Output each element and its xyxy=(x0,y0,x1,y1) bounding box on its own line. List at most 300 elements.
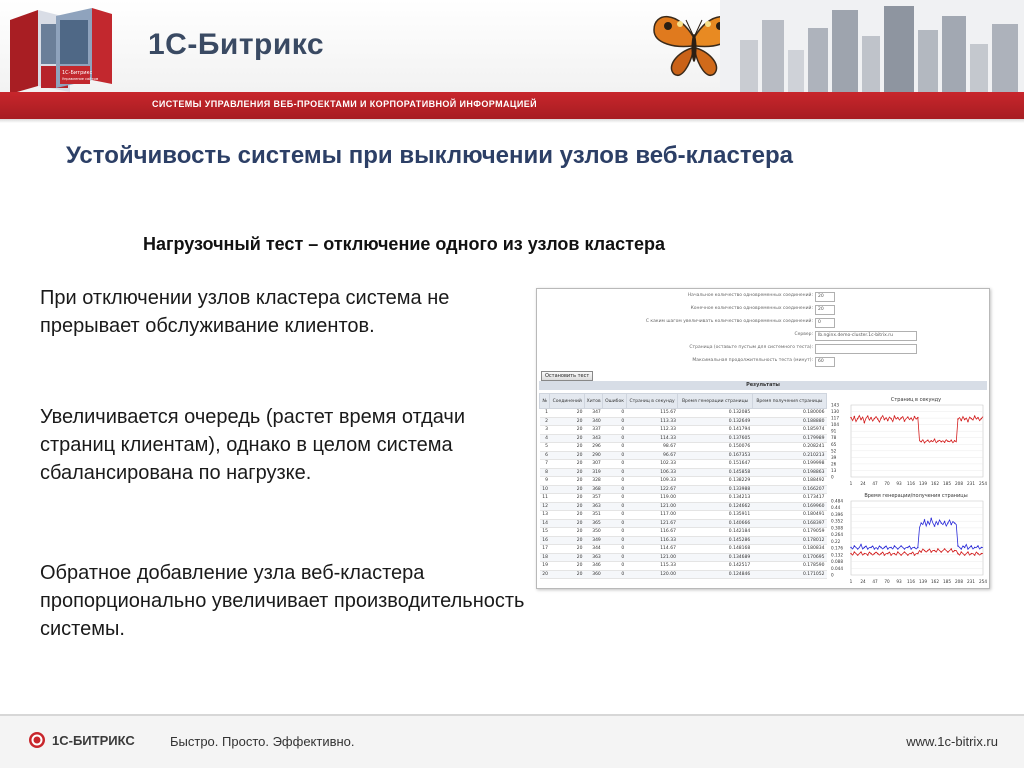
duration-input[interactable]: 60 xyxy=(815,357,835,367)
data-point xyxy=(981,418,982,419)
table-cell: 0.179989 xyxy=(752,434,826,443)
y-tick-label: 0.44 xyxy=(831,505,841,511)
table-cell: 7 xyxy=(540,460,550,469)
plot-area xyxy=(851,405,983,477)
form-label: Сервер: xyxy=(794,332,813,337)
data-point xyxy=(854,416,855,417)
table-cell: 360 xyxy=(585,570,603,579)
table-cell: 20 xyxy=(550,409,585,418)
table-cell: 117.00 xyxy=(626,511,678,520)
x-tick-label: 162 xyxy=(931,579,939,584)
table-cell: 20 xyxy=(550,536,585,545)
x-tick-label: 116 xyxy=(907,579,915,584)
table-cell: 10 xyxy=(540,485,550,494)
table-header-cell: Страниц в секунду xyxy=(626,394,678,409)
data-point xyxy=(880,417,881,418)
table-row xyxy=(540,485,827,494)
y-tick-label: 0.176 xyxy=(831,545,843,551)
table-cell: 0.166207 xyxy=(752,485,826,494)
form-row-duration xyxy=(537,357,989,368)
data-point xyxy=(924,442,925,443)
data-point xyxy=(934,525,935,526)
table-cell: 2 xyxy=(540,417,550,426)
data-point xyxy=(934,439,935,440)
step-input[interactable]: 0 xyxy=(815,318,835,328)
data-point xyxy=(890,418,891,419)
data-point xyxy=(964,554,965,555)
form-row-page xyxy=(537,344,989,355)
table-cell: 20 xyxy=(550,434,585,443)
y-tick-label: 65 xyxy=(831,441,837,447)
data-point xyxy=(941,522,942,523)
table-cell: 0 xyxy=(603,477,626,486)
x-tick-label: 24 xyxy=(860,579,866,584)
data-point xyxy=(897,417,898,418)
table-cell: 20 xyxy=(550,519,585,528)
x-tick-label: 47 xyxy=(872,579,878,584)
data-point xyxy=(927,550,928,551)
x-tick-label: 208 xyxy=(955,579,963,584)
x-tick-label: 185 xyxy=(943,481,951,486)
table-cell: 0.171052 xyxy=(752,570,826,579)
start-connections-input[interactable]: 20 xyxy=(815,292,835,302)
table-cell: 14 xyxy=(540,519,550,528)
page-input[interactable] xyxy=(815,344,917,354)
data-point xyxy=(900,417,901,418)
data-point xyxy=(880,553,881,554)
data-point xyxy=(867,548,868,549)
table-cell: 20 xyxy=(550,485,585,494)
product-box-image xyxy=(8,6,126,94)
table-cell: 0.134689 xyxy=(678,553,752,562)
data-point xyxy=(917,553,918,554)
x-tick-label: 93 xyxy=(896,579,902,584)
data-point xyxy=(880,547,881,548)
x-tick-label: 139 xyxy=(919,481,927,486)
data-point xyxy=(937,441,938,442)
table-row xyxy=(540,528,827,537)
table-cell: 12 xyxy=(540,502,550,511)
table-cell: 0.132649 xyxy=(678,417,752,426)
table-cell: 96.67 xyxy=(626,451,678,460)
data-point xyxy=(964,547,965,548)
table-cell: 0 xyxy=(603,494,626,503)
table-cell: 116.33 xyxy=(626,536,678,545)
table-cell: 0.137605 xyxy=(678,434,752,443)
y-tick-label: 0.484 xyxy=(831,498,843,504)
data-point xyxy=(947,522,948,523)
table-cell: 20 xyxy=(550,562,585,571)
x-tick-label: 93 xyxy=(896,481,902,486)
data-point xyxy=(971,545,972,546)
data-point xyxy=(864,553,865,554)
data-point xyxy=(951,440,952,441)
data-point xyxy=(907,547,908,548)
y-tick-label: 39 xyxy=(831,454,837,460)
x-tick-label: 254 xyxy=(979,579,987,584)
data-point xyxy=(877,548,878,549)
data-point xyxy=(961,551,962,552)
table-cell: 4 xyxy=(540,434,550,443)
data-point xyxy=(890,554,891,555)
table-row xyxy=(540,409,827,418)
chart-title: Страниц в секунду xyxy=(890,397,942,403)
table-cell: 0.167353 xyxy=(678,451,752,460)
table-cell: 0.188492 xyxy=(752,477,826,486)
data-point xyxy=(870,547,871,548)
y-tick-label: 0.088 xyxy=(831,559,843,565)
table-header-cell: Время генерации страницы xyxy=(678,394,752,409)
y-tick-label: 143 xyxy=(831,402,839,408)
stop-test-button[interactable]: Остановить тест xyxy=(541,371,593,381)
form-label: Конечное количество одновременных соединений: xyxy=(690,306,813,311)
data-point xyxy=(914,416,915,417)
data-point xyxy=(937,524,938,525)
data-point xyxy=(951,548,952,549)
table-cell: 0.145286 xyxy=(678,536,752,545)
data-point xyxy=(977,417,978,418)
data-point xyxy=(874,418,875,419)
table-cell: 0.178012 xyxy=(752,536,826,545)
table-cell: 20 xyxy=(540,570,550,579)
end-connections-input[interactable]: 20 xyxy=(815,305,835,315)
data-point xyxy=(910,553,911,554)
data-point xyxy=(914,547,915,548)
table-cell: 363 xyxy=(585,502,603,511)
data-point xyxy=(904,420,905,421)
table-row xyxy=(540,553,827,562)
data-point xyxy=(874,553,875,554)
table-cell: 349 xyxy=(585,536,603,545)
data-point xyxy=(890,547,891,548)
data-point xyxy=(957,418,958,419)
data-point xyxy=(947,551,948,552)
x-tick-label: 47 xyxy=(872,481,878,486)
data-point xyxy=(941,441,942,442)
table-cell: 0 xyxy=(603,443,626,452)
table-row xyxy=(540,545,827,554)
table-cell: 344 xyxy=(585,545,603,554)
x-tick-label: 162 xyxy=(931,481,939,486)
data-point xyxy=(917,417,918,418)
data-point xyxy=(910,548,911,549)
table-cell: 0.173417 xyxy=(752,494,826,503)
table-cell: 20 xyxy=(550,528,585,537)
form-label: Начальное количество одновременных соединений: xyxy=(687,293,813,298)
table-cell: 122.67 xyxy=(626,485,678,494)
table-cell: 0 xyxy=(603,536,626,545)
table-cell: 6 xyxy=(540,451,550,460)
data-point xyxy=(887,553,888,554)
table-row xyxy=(540,434,827,443)
table-header-cell: № xyxy=(540,394,550,409)
data-point xyxy=(954,522,955,523)
y-tick-label: 26 xyxy=(831,461,837,467)
table-cell: 346 xyxy=(585,562,603,571)
footer-slogan: Быстро. Просто. Эффективно. xyxy=(170,734,355,749)
data-point xyxy=(957,545,958,546)
table-cell: 109.33 xyxy=(626,477,678,486)
table-cell: 20 xyxy=(550,494,585,503)
table-cell: 0.133988 xyxy=(678,485,752,494)
form-row-step xyxy=(537,318,989,329)
data-point xyxy=(900,545,901,546)
data-point xyxy=(857,418,858,419)
form-row-end-connections xyxy=(537,305,989,316)
data-point xyxy=(874,548,875,549)
table-cell: 0.169960 xyxy=(752,502,826,511)
x-tick-label: 254 xyxy=(979,481,987,486)
y-tick-label: 0.264 xyxy=(831,532,843,538)
table-cell: 9 xyxy=(540,477,550,486)
data-point xyxy=(971,418,972,419)
data-point xyxy=(850,553,851,554)
table-cell: 0.210213 xyxy=(752,451,826,460)
y-tick-label: 78 xyxy=(831,435,837,441)
footer xyxy=(0,716,1024,768)
table-cell: 0.124846 xyxy=(678,570,752,579)
table-cell: 102.33 xyxy=(626,460,678,469)
load-test-screenshot xyxy=(536,288,990,589)
table-cell: 351 xyxy=(585,511,603,520)
data-point xyxy=(860,551,861,552)
data-point xyxy=(884,554,885,555)
table-cell: 3 xyxy=(540,426,550,435)
y-tick-label: 0.044 xyxy=(831,565,843,571)
results-table xyxy=(539,393,827,579)
y-tick-label: 0.396 xyxy=(831,511,843,517)
paragraph-1: При отключении узлов кластера система не прерывает обслуживание клиентов. xyxy=(40,287,450,337)
data-point xyxy=(931,551,932,552)
data-point xyxy=(974,554,975,555)
tagline-text: СИСТЕМЫ УПРАВЛЕНИЯ ВЕБ-ПРОЕКТАМИ И КОРПОРАТИВНОЙ ИНФОРМАЦИЕЙ xyxy=(152,99,537,109)
x-tick-label: 1 xyxy=(849,481,853,486)
data-point xyxy=(900,554,901,555)
table-cell: 0.168397 xyxy=(752,519,826,528)
data-point xyxy=(864,547,865,548)
table-cell: 20 xyxy=(550,460,585,469)
table-row xyxy=(540,536,827,545)
data-point xyxy=(894,545,895,546)
table-cell: 0 xyxy=(603,468,626,477)
table-cell: 296 xyxy=(585,443,603,452)
table-cell: 19 xyxy=(540,562,550,571)
data-point xyxy=(974,415,975,416)
data-point xyxy=(967,551,968,552)
data-point xyxy=(850,417,851,418)
data-point xyxy=(920,551,921,552)
y-tick-label: 52 xyxy=(831,448,837,454)
table-cell: 0.199998 xyxy=(752,460,826,469)
footer-url-link[interactable]: www.1c-bitrix.ru xyxy=(906,734,998,749)
table-cell: 20 xyxy=(550,502,585,511)
table-cell: 112.33 xyxy=(626,426,678,435)
table-cell: 337 xyxy=(585,426,603,435)
table-cell: 0 xyxy=(603,553,626,562)
table-cell: 0.132085 xyxy=(678,409,752,418)
paragraph-3: Обратное добавление узла веб-кластера пропорционально увеличивает производительность системы. xyxy=(40,562,525,640)
table-cell: 1 xyxy=(540,409,550,418)
tagline-bar-shadow xyxy=(0,119,1024,123)
table-cell: 0 xyxy=(603,502,626,511)
data-point xyxy=(904,548,905,549)
data-point xyxy=(877,553,878,554)
data-point xyxy=(951,524,952,525)
form-label: Максимальная продолжительность теста (минут): xyxy=(692,358,813,363)
table-cell: 0.180006 xyxy=(752,409,826,418)
table-cell: 0.178590 xyxy=(752,562,826,571)
table-cell: 0.198863 xyxy=(752,468,826,477)
y-tick-label: 0.308 xyxy=(831,525,843,531)
y-tick-label: 104 xyxy=(831,422,839,428)
table-cell: 0 xyxy=(603,528,626,537)
table-row xyxy=(540,494,827,503)
table-row xyxy=(540,562,827,571)
table-cell: 307 xyxy=(585,460,603,469)
data-point xyxy=(981,547,982,548)
data-point xyxy=(934,550,935,551)
table-row xyxy=(540,519,827,528)
table-cell: 0.138229 xyxy=(678,477,752,486)
y-tick-label: 0.352 xyxy=(831,518,843,524)
data-point xyxy=(920,441,921,442)
data-point xyxy=(884,547,885,548)
box-subtitle-text: Управление сайтом xyxy=(62,77,99,81)
table-cell: 17 xyxy=(540,545,550,554)
x-tick-label: 208 xyxy=(955,481,963,486)
data-point xyxy=(974,547,975,548)
table-cell: 121.67 xyxy=(626,519,678,528)
page-time-chart xyxy=(829,489,987,585)
table-cell: 0.124662 xyxy=(678,502,752,511)
table-row xyxy=(540,570,827,579)
y-tick-label: 91 xyxy=(831,428,837,434)
table-cell: 20 xyxy=(550,545,585,554)
data-point xyxy=(924,550,925,551)
data-point xyxy=(920,522,921,523)
data-point xyxy=(954,440,955,441)
data-point xyxy=(867,415,868,416)
table-cell: 368 xyxy=(585,485,603,494)
data-point xyxy=(894,415,895,416)
slide-title: Устойчивость системы при выключении узлов веб-кластера xyxy=(66,142,793,169)
data-point xyxy=(971,553,972,554)
table-cell: 0 xyxy=(603,485,626,494)
footer-logo-text: 1С-БИТРИКС xyxy=(52,733,135,748)
pages-per-second-chart xyxy=(829,393,987,487)
table-cell: 20 xyxy=(550,451,585,460)
table-cell: 114.33 xyxy=(626,434,678,443)
data-point xyxy=(977,553,978,554)
x-tick-label: 231 xyxy=(967,481,975,486)
table-cell: 20 xyxy=(550,426,585,435)
chart-title: Время генерации/получения страницы xyxy=(864,493,968,499)
table-cell: 0.142517 xyxy=(678,562,752,571)
table-cell: 5 xyxy=(540,443,550,452)
data-point xyxy=(927,440,928,441)
table-cell: 0 xyxy=(603,409,626,418)
data-point xyxy=(914,554,915,555)
table-cell: 0.208241 xyxy=(752,443,826,452)
data-point xyxy=(884,419,885,420)
table-cell: 13 xyxy=(540,511,550,520)
table-cell: 113.33 xyxy=(626,417,678,426)
table-cell: 0 xyxy=(603,434,626,443)
brand-title: 1С-Битрикс xyxy=(148,28,325,61)
table-cell: 0.180834 xyxy=(752,545,826,554)
table-cell: 115.67 xyxy=(626,409,678,418)
table-cell: 319 xyxy=(585,468,603,477)
table-cell: 340 xyxy=(585,417,603,426)
table-cell: 0.134213 xyxy=(678,494,752,503)
table-header-cell: Хитов xyxy=(585,394,603,409)
table-cell: 20 xyxy=(550,417,585,426)
box-brand-text: 1С-Битрикс xyxy=(62,70,93,76)
data-point xyxy=(931,440,932,441)
data-point xyxy=(957,553,958,554)
table-cell: 0 xyxy=(603,417,626,426)
table-cell: 115.33 xyxy=(626,562,678,571)
x-tick-label: 70 xyxy=(884,481,890,486)
data-point xyxy=(961,548,962,549)
data-point xyxy=(887,548,888,549)
data-point xyxy=(944,442,945,443)
table-cell: 328 xyxy=(585,477,603,486)
table-cell: 0.180491 xyxy=(752,511,826,520)
data-point xyxy=(864,422,865,423)
table-cell: 121.00 xyxy=(626,553,678,562)
table-cell: 119.00 xyxy=(626,494,678,503)
y-tick-label: 117 xyxy=(831,415,839,421)
table-cell: 0.135911 xyxy=(678,511,752,520)
data-point xyxy=(964,419,965,420)
data-point xyxy=(877,418,878,419)
x-tick-label: 70 xyxy=(884,579,890,584)
data-point xyxy=(917,547,918,548)
table-cell: 120.00 xyxy=(626,570,678,579)
data-point xyxy=(977,545,978,546)
data-point xyxy=(897,548,898,549)
table-row xyxy=(540,511,827,520)
slide-subtitle: Нагрузочный тест – отключение одного из узлов кластера xyxy=(143,234,665,254)
data-point xyxy=(857,554,858,555)
table-header-cell: Время получения страницы xyxy=(752,394,826,409)
city-skyline-image xyxy=(720,0,1024,92)
server-input[interactable]: lb.nginx.demo-cluster.1c-bitrix.ru xyxy=(815,331,917,341)
data-point xyxy=(931,518,932,519)
x-tick-label: 116 xyxy=(907,481,915,486)
data-point xyxy=(967,421,968,422)
plot-area xyxy=(851,501,983,575)
table-cell: 0 xyxy=(603,451,626,460)
paragraph-2: Увеличивается очередь (растет время отдачи страниц клиентам), однако в целом система сбалансирована по нагрузке. xyxy=(40,406,466,484)
table-cell: 15 xyxy=(540,528,550,537)
table-row xyxy=(540,460,827,469)
table-row xyxy=(540,417,827,426)
table-cell: 0.188880 xyxy=(752,417,826,426)
data-point xyxy=(897,551,898,552)
table-cell: 0.142184 xyxy=(678,528,752,537)
form-row-start-connections xyxy=(537,292,989,303)
table-cell: 0 xyxy=(603,570,626,579)
table-header-cell: Ошибок xyxy=(603,394,626,409)
table-cell: 0.141794 xyxy=(678,426,752,435)
y-tick-label: 0.22 xyxy=(831,538,841,544)
data-point xyxy=(907,554,908,555)
table-row xyxy=(540,502,827,511)
data-point xyxy=(860,419,861,420)
table-cell: 98.67 xyxy=(626,443,678,452)
